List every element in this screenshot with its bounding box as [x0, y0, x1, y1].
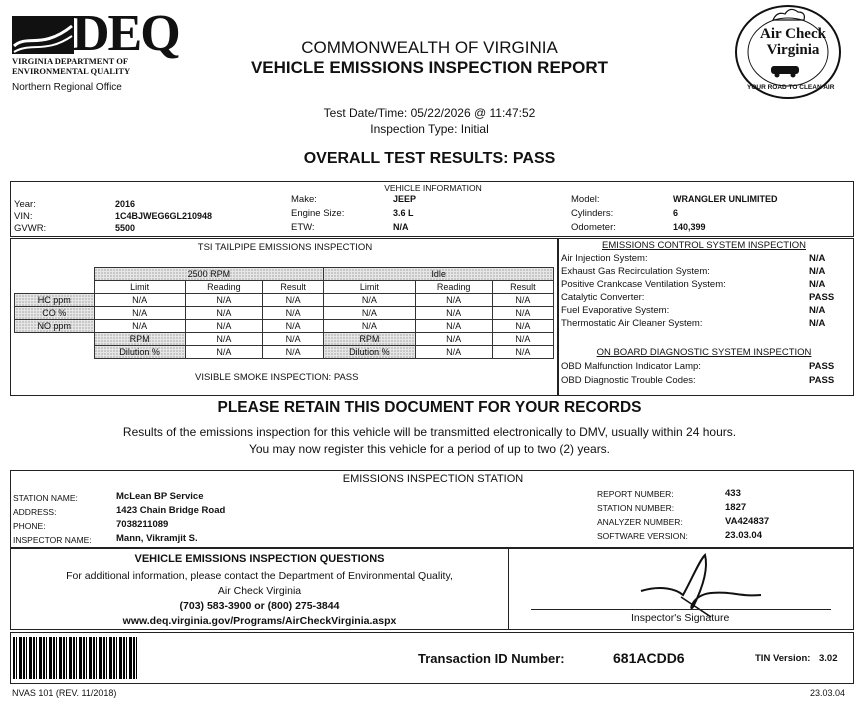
obd-item-value: PASS — [809, 361, 835, 372]
ecs-item — [561, 305, 851, 316]
transaction-id: 681ACDD6 — [613, 650, 685, 666]
inspector-label: INSPECTOR NAME: — [13, 535, 92, 545]
table-cell: N/A — [324, 294, 415, 307]
ecs-item-value: N/A — [809, 279, 826, 290]
tailpipe-title: TSI TAILPIPE EMISSIONS INSPECTION — [197, 242, 373, 253]
dept-line2: ENVIRONMENTAL QUALITY — [12, 66, 131, 76]
table-cell: N/A — [492, 333, 553, 346]
address-label: ADDRESS: — [13, 507, 57, 517]
table-cell: N/A — [185, 333, 262, 346]
tin-version: 3.02 — [819, 653, 838, 664]
ecs-item-value: PASS — [809, 292, 835, 303]
air-check-seal — [733, 2, 843, 100]
table-cell: N/A — [492, 294, 553, 307]
blank-cell — [15, 333, 95, 346]
vehicle-info-box — [10, 181, 854, 237]
obd-item-value: PASS — [809, 375, 835, 386]
engine-label: Engine Size: — [291, 208, 345, 219]
odo-label: Odometer: — [571, 222, 616, 233]
table-row — [15, 320, 554, 333]
table-cell: N/A — [324, 320, 415, 333]
software-version: 23.03.04 — [725, 530, 762, 541]
vin-value: 1C4BJWEG6GL210948 — [115, 211, 213, 221]
ecs-item — [561, 292, 851, 303]
etw-label: ETW: — [291, 222, 315, 233]
table-cell: N/A — [492, 320, 553, 333]
inspector-name: Mann, Vikramjit S. — [116, 533, 198, 544]
col-header: Limit — [94, 281, 185, 294]
ecs-item-label: Catalytic Converter: — [561, 292, 645, 303]
footer-version: 23.03.04 — [810, 688, 846, 698]
inspection-type: Inspection Type: Initial — [370, 122, 489, 136]
row-label: CO % — [15, 307, 95, 320]
questions-url[interactable]: www.deq.virginia.gov/Programs/AirCheckVirginia.aspx — [122, 615, 397, 627]
overall-result: OVERALL TEST RESULTS: PASS — [303, 150, 556, 167]
rpm-row — [15, 333, 554, 346]
barcode — [13, 637, 137, 679]
row-label: NO ppm — [15, 320, 95, 333]
group-2500rpm: 2500 RPM — [94, 268, 324, 281]
table-cell: N/A — [415, 294, 492, 307]
ecs-item — [561, 318, 851, 329]
odo-value: 140,399 — [673, 222, 706, 232]
col-header: Reading — [415, 281, 492, 294]
dept-line1: VIRGINIA DEPARTMENT OF — [12, 56, 129, 66]
form-number: NVAS 101 (REV. 11/2018) — [12, 688, 117, 698]
year-label: Year: — [14, 199, 36, 210]
table-cell: N/A — [185, 346, 262, 359]
table-cell: N/A — [415, 346, 492, 359]
inspector-signature-mark — [621, 551, 771, 621]
station-title: EMISSIONS INSPECTION STATION — [342, 473, 524, 485]
vehicle-info-title: VEHICLE INFORMATION — [384, 183, 482, 193]
station-box — [10, 470, 854, 548]
model-value: WRANGLER UNLIMITED — [673, 194, 778, 204]
blank-cell — [15, 268, 95, 281]
table-cell: N/A — [415, 333, 492, 346]
col-header: Result — [263, 281, 324, 294]
ecs-item-label: Thermostatic Air Cleaner System: — [561, 318, 703, 329]
table-cell: N/A — [263, 320, 324, 333]
table-cell: N/A — [263, 294, 324, 307]
table-cell: N/A — [492, 307, 553, 320]
phone: 7038211089 — [116, 519, 169, 530]
table-cell: N/A — [263, 307, 324, 320]
obd-item — [561, 375, 851, 386]
regional-office: Northern Regional Office — [12, 82, 122, 93]
ecs-item — [561, 266, 851, 277]
year-value: 2016 — [115, 199, 136, 209]
table-cell: N/A — [263, 333, 324, 346]
table-cell: N/A — [185, 320, 262, 333]
ecs-item-label: Exhaust Gas Recirculation System: — [561, 266, 710, 277]
tin-version-label: TIN Version: — [755, 653, 811, 664]
table-cell: N/A — [415, 320, 492, 333]
smoke-inspection-text: VISIBLE SMOKE INSPECTION: PASS — [195, 372, 359, 383]
software-version-label: SOFTWARE VERSION: — [597, 531, 688, 541]
report-title-1: COMMONWEALTH OF VIRGINIA — [301, 38, 558, 57]
col-header: Reading — [185, 281, 262, 294]
col-header: Result — [492, 281, 553, 294]
questions-box — [10, 548, 854, 630]
test-datetime: Test Date/Time: 05/22/2026 @ 11:47:52 — [323, 106, 536, 120]
engine-value: 3.6 L — [393, 208, 414, 218]
questions-line1: For additional information, please contact the Department of Environmental Quality, — [66, 570, 453, 582]
table-row — [15, 294, 554, 307]
gvwr-value: 5500 — [115, 223, 136, 233]
dilution-label: Dilution % — [94, 346, 185, 359]
obd-item-label: OBD Diagnostic Trouble Codes: — [561, 375, 696, 386]
retain-notice: PLEASE RETAIN THIS DOCUMENT FOR YOUR RECORDS — [217, 399, 642, 416]
dilution-row — [15, 346, 554, 359]
ecs-item-value: N/A — [809, 253, 826, 264]
deq-logo-text: DEQ — [72, 5, 179, 62]
tailpipe-group-row — [15, 268, 554, 281]
footer-box — [10, 632, 854, 684]
ecs-item-value: N/A — [809, 318, 826, 329]
make-label: Make: — [291, 194, 317, 205]
address: 1423 Chain Bridge Road — [116, 505, 226, 516]
blank-cell — [15, 346, 95, 359]
tailpipe-table — [14, 267, 554, 359]
signature-line — [531, 609, 831, 610]
table-cell: N/A — [492, 346, 553, 359]
notice-line2: You may now register this vehicle for a period of up to two (2) years. — [248, 442, 611, 456]
table-cell: N/A — [94, 294, 185, 307]
report-number-label: REPORT NUMBER: — [597, 489, 674, 499]
col-header: Limit — [324, 281, 415, 294]
analyzer-number: VA424837 — [725, 516, 770, 527]
transaction-id-label: Transaction ID Number: — [418, 651, 565, 666]
table-row — [15, 307, 554, 320]
rpm-label: RPM — [324, 333, 415, 346]
report-number: 433 — [725, 488, 741, 499]
rpm-label: RPM — [94, 333, 185, 346]
station-name: McLean BP Service — [116, 491, 204, 502]
table-cell: N/A — [415, 307, 492, 320]
ecs-box — [558, 238, 854, 396]
gvwr-label: GVWR: — [14, 223, 47, 234]
ecs-item — [561, 253, 851, 264]
table-cell: N/A — [185, 307, 262, 320]
obd-item — [561, 361, 851, 372]
row-label: HC ppm — [15, 294, 95, 307]
station-number-label: STATION NUMBER: — [597, 503, 675, 513]
table-cell: N/A — [324, 307, 415, 320]
notice-line1: Results of the emissions inspection for this vehicle will be transmitted electronically to DMV, usually within 24 hours. — [122, 425, 737, 439]
obd-title: ON BOARD DIAGNOSTIC SYSTEM INSPECTION — [596, 347, 812, 358]
blank-cell — [15, 281, 95, 294]
etw-value: N/A — [393, 222, 409, 232]
ecs-title: EMISSIONS CONTROL SYSTEM INSPECTION — [602, 240, 806, 251]
dilution-label: Dilution % — [324, 346, 415, 359]
ecs-item-label: Air Injection System: — [561, 253, 648, 264]
ecs-item-value: N/A — [809, 266, 826, 277]
phone-label: PHONE: — [13, 521, 46, 531]
seal-line1: Air Check — [760, 26, 826, 42]
model-label: Model: — [571, 194, 600, 205]
station-name-label: STATION NAME: — [13, 493, 78, 503]
vin-label: VIN: — [14, 211, 33, 222]
report-title-2: VEHICLE EMISSIONS INSPECTION REPORT — [250, 58, 609, 77]
table-cell: N/A — [94, 320, 185, 333]
smoke-inspection — [195, 372, 358, 383]
make-value: JEEP — [393, 194, 417, 204]
ecs-item — [561, 279, 851, 290]
group-idle: Idle — [324, 268, 554, 281]
ecs-item-label: Fuel Evaporative System: — [561, 305, 670, 316]
analyzer-number-label: ANALYZER NUMBER: — [597, 517, 683, 527]
seal-ring-text: YOUR ROAD TO CLEAN AIR — [747, 84, 835, 91]
questions-title: VEHICLE EMISSIONS INSPECTION QUESTIONS — [134, 553, 385, 565]
questions-divider — [508, 549, 509, 629]
signature-label: Inspector's Signature — [631, 612, 730, 624]
cyl-label: Cylinders: — [571, 208, 614, 219]
seal-line2: Virginia — [766, 42, 820, 58]
tailpipe-col-row — [15, 281, 554, 294]
table-cell: N/A — [185, 294, 262, 307]
questions-line2: Air Check Virginia — [217, 585, 302, 597]
table-cell: N/A — [263, 346, 324, 359]
ecs-item-value: N/A — [809, 305, 826, 316]
questions-phones: (703) 583-3900 or (800) 275-3844 — [179, 600, 340, 612]
obd-item-label: OBD Malfunction Indicator Lamp: — [561, 361, 701, 372]
cyl-value: 6 — [673, 208, 679, 218]
station-number: 1827 — [725, 502, 747, 513]
ecs-item-label: Positive Crankcase Ventilation System: — [561, 279, 726, 290]
table-cell: N/A — [94, 307, 185, 320]
